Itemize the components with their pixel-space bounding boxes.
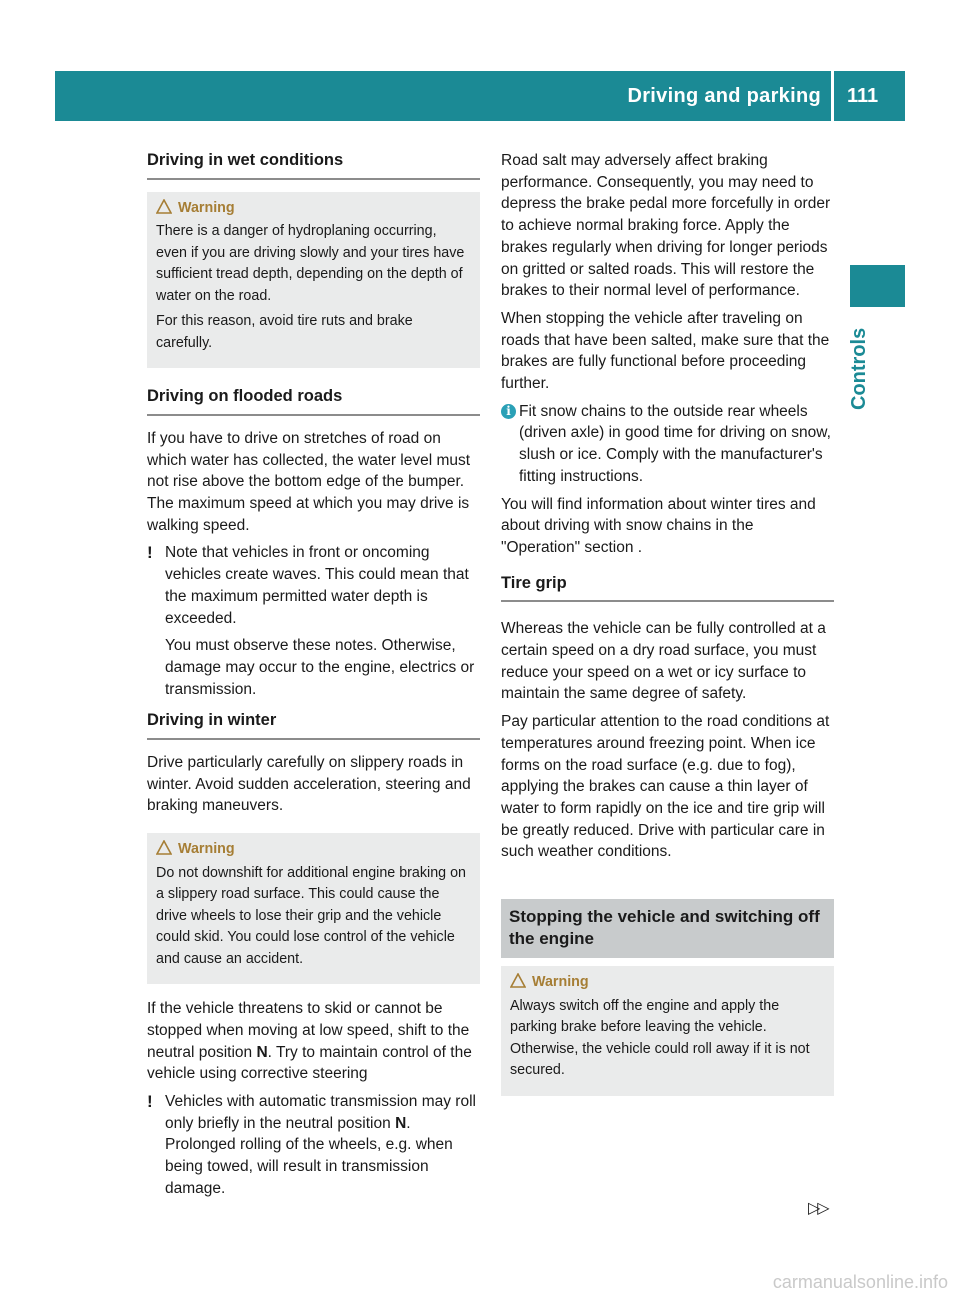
heading-tire-grip: Tire grip (501, 573, 834, 603)
info-note (501, 401, 834, 488)
body-paragraph: If the vehicle threatens to skid or cannot be stopped when moving at low speed, shift to the neutral position N. Try to maintain control of the vehicle using corrective steering (147, 1000, 472, 1083)
info-icon: i (501, 404, 516, 419)
chapter-title: Driving and parking (627, 85, 821, 107)
page-header-bar (55, 71, 905, 121)
warning-label: Warning (178, 841, 235, 858)
exclamation-icon: ! (147, 1091, 153, 1111)
warning-triangle-icon (510, 973, 526, 988)
note-text: You must observe these notes. Otherwise, damage may occur to the engine, electrics or transmission. (165, 637, 475, 698)
body-paragraph: Road salt may adversely affect braking performance. Consequently, you may need to depress the brake pedal more forcefully in order to achieve normal braking force. Apply the brakes regularly when driving for longer periods on gritted or salted roads. This will restore the brakes to their normal level of performance. (501, 152, 831, 300)
warning-triangle-icon (156, 840, 172, 855)
heading-flooded-roads: Driving on flooded roads (147, 386, 480, 416)
warning-text: Always switch off the engine and apply the parking brake before leaving the vehicle. Otherwise, the vehicle could roll away if it is not secured. (510, 997, 810, 1079)
footer-watermark: carmanualsonline.info (772, 1272, 948, 1292)
warning-label: Warning (532, 974, 589, 991)
warning-header (156, 198, 471, 220)
body-paragraph: Pay particular attention to the road conditions at temperatures around freezing point. When ice forms on the road surface (e.g. due to fog), applying the brakes can cause a thin layer of water to form rapidly on the ice and tire grip will be greatly reduced. Drive with particular care in such weather conditions. (501, 713, 830, 861)
warning-box-stopping (501, 966, 834, 1096)
note-text: Fit snow chains to the outside rear wheels (driven axle) in good time for driving on snow, slush or ice. Comply with the manufacturer's fitting instructions. (519, 402, 831, 485)
right-column (501, 150, 834, 1110)
heading-winter: Driving in winter (147, 710, 480, 740)
left-column (147, 150, 480, 1205)
body-paragraph: You will find information about winter tires and about driving with snow chains in the "Operation" section . (501, 495, 816, 556)
warning-box-winter (147, 833, 480, 984)
body-paragraph: Whereas the vehicle can be fully controlled at a certain speed on a dry road surface, you must reduce your speed on a wet or icy surface to maintain the same degree of safety. (501, 620, 826, 703)
note-text: Note that vehicles in front or oncoming vehicles create waves. This could mean that the maximum permitted water depth is exceeded. (165, 544, 469, 627)
continue-arrows-icon: ▷▷ (808, 1200, 827, 1217)
caution-note (147, 1091, 480, 1200)
warning-label: Warning (178, 199, 235, 216)
page-number: 111 (847, 85, 879, 107)
warning-text: There is a danger of hydroplaning occurring, even if you are driving slowly and your tires have sufficient tread depth, depending on the depth of water on the road. (156, 223, 465, 304)
header-divider (831, 71, 834, 121)
heading-wet-conditions: Driving in wet conditions (147, 150, 480, 180)
section-heading-stopping: Stopping the vehicle and switching off the engine (501, 899, 834, 958)
caution-note (147, 542, 480, 700)
body-paragraph: When stopping the vehicle after traveling on roads that have been salted, make sure that the brakes are fully functional before proceeding further. (501, 309, 830, 393)
warning-triangle-icon (156, 199, 172, 214)
body-paragraph: If you have to drive on stretches of road on which water has collected, the water level must not rise above the bottom edge of the bumper. The maximum speed at which you may drive is walking speed. (147, 429, 471, 534)
warning-text: For this reason, avoid tire ruts and brake carefully. (156, 313, 413, 351)
warning-text: Do not downshift for additional engine braking on a slippery road surface. This could cause the drive wheels to lose their grip and the vehicle could skid. You could lose control of the vehicle and cause an accident. (156, 864, 466, 967)
warning-header (156, 839, 471, 861)
side-tab-marker (850, 265, 905, 307)
warning-box-wet (147, 192, 480, 369)
side-section-label: Controls (848, 327, 870, 410)
body-paragraph: Drive particularly carefully on slippery roads in winter. Avoid sudden acceleration, steering and braking maneuvers. (147, 754, 471, 815)
exclamation-icon: ! (147, 543, 153, 563)
note-text: Vehicles with automatic transmission may roll only briefly in the neutral position N. Prolonged rolling of the wheels, e.g. when being towed, will result in transmission damage. (165, 1092, 476, 1197)
warning-header (510, 972, 825, 994)
